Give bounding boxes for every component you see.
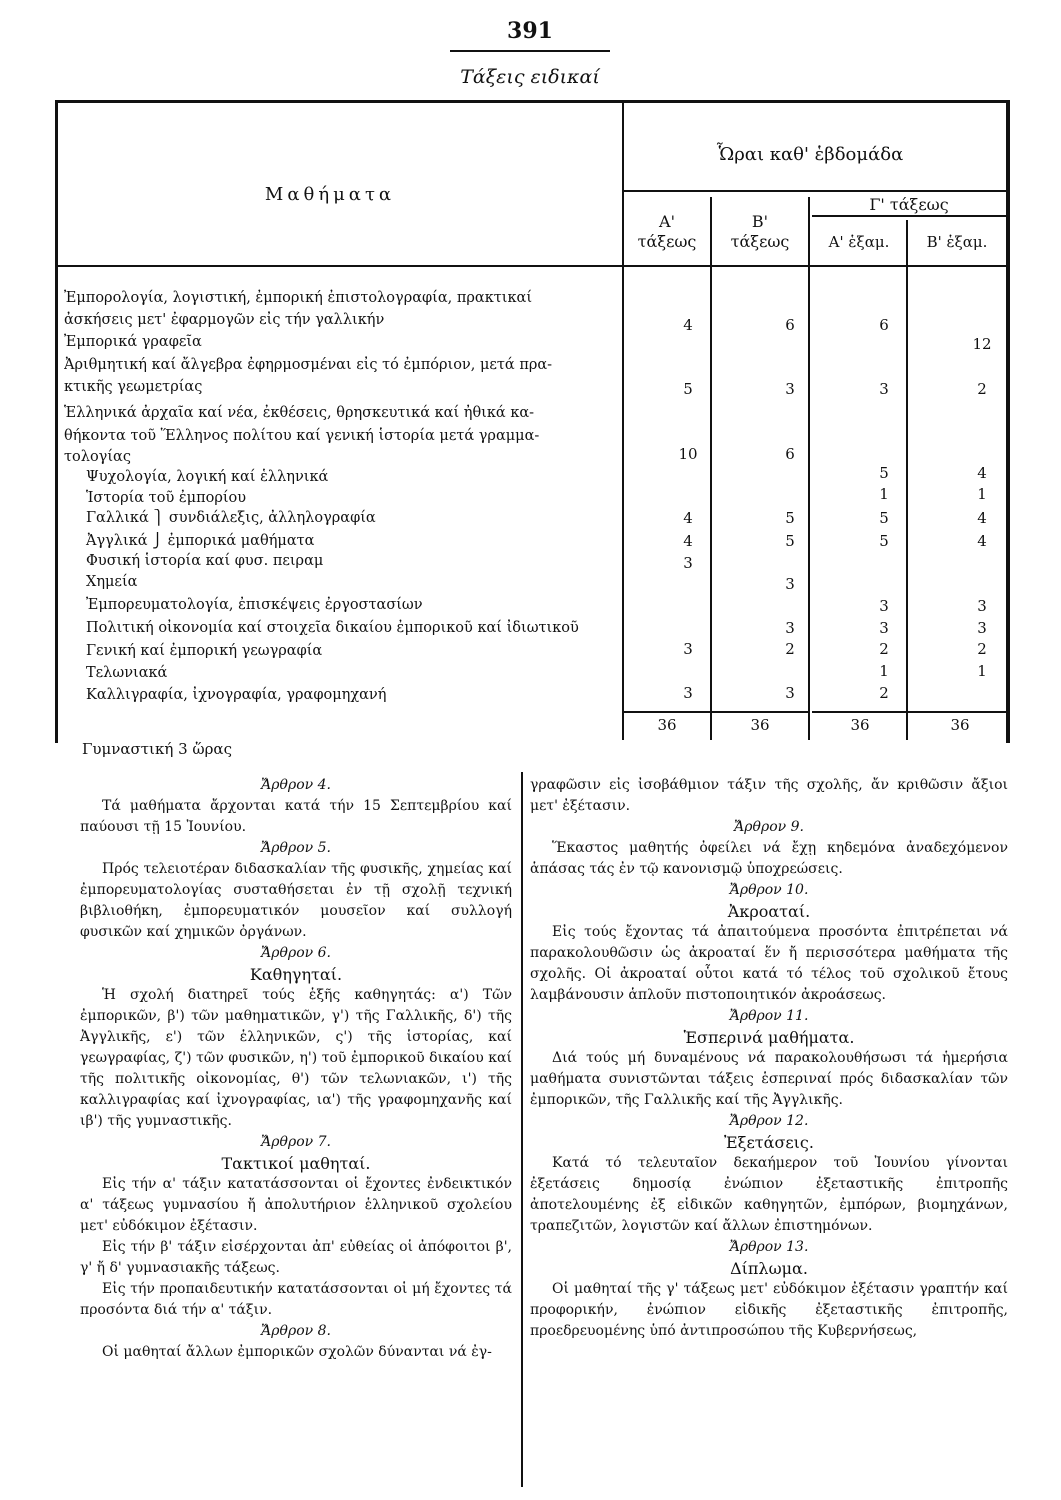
hours-cell: 6 [785,445,795,463]
paragraph: Κατά τό τελευταῖον δεκαήμερον τοῦ Ἰουνίου γίνονται ἐξετάσεις δημοσίᾳ ἐνώπιον ἐξεταστικῆς ἐπιτροπῆς ἀποτελουμένης ἐξ εἰδικῶν καθηγητῶν, ἐμπόρων, βιομηχάνων, τραπεζιτῶν, λογιστῶν καί ἄλλων ἐπιστημόνων. [530,1155,1008,1234]
article-heading: Καθηγηταί. [249,965,343,984]
col-c1-header: Α' ἑξαμ. [828,233,890,251]
article-heading: Ἑσπερινά μαθήματα. [683,1028,855,1047]
subject-line: Φυσική ἱστορία καί φυσ. πειραμ [86,553,324,569]
hours-cell: 3 [683,554,693,572]
hours-cell: 2 [879,684,889,702]
total-rule [712,711,808,713]
col-c-header: Γ' τάξεως [869,195,949,214]
article-number: Ἄρθρον 10. [729,882,809,898]
hours-cell: 1 [879,485,889,503]
total-c1: 36 [850,716,870,734]
col-a-header: Α' τάξεως [637,212,697,251]
col-c2-header: Β' ἑξαμ. [926,233,988,251]
table-column-divider [906,220,908,740]
paragraph: Τά μαθήματα ἄρχονται κατά τήν 15 Σεπτεμβρίου καί παύουσι τῇ 15 Ἰουνίου. [80,798,512,835]
paragraph: Εἰς τήν α' τάξιν κατατάσσονται οἱ ἔχοντες ἐνδεικτικόν α' τάξεως γυμνασίου ἤ ἀπολυτήριον ἑλληνικοῦ σχολείου μετ' εὐδόκιμον ἐξέτασιν. [80,1176,512,1234]
subject-line: Χημεία [86,574,138,590]
total-rule [908,711,1006,713]
table-class-c-rule [812,215,1007,217]
article-number: Ἄρθρον 7. [261,1134,331,1150]
hours-cell: 10 [678,445,698,463]
subject-line: Ἐμπορευματολογία, ἐπισκέψεις ἐργοστασίων [86,597,423,613]
subject-line: Ἱστορία τοῦ ἐμπορίου [86,490,247,506]
table-header-separator [55,265,1007,267]
hours-cell: 4 [683,316,693,334]
hours-cell: 3 [785,684,795,702]
article-heading: Ἐξετάσεις. [724,1133,814,1152]
paragraph: Οἱ μαθηταί ἄλλων ἐμπορικῶν σχολῶν δύνανται νά ἐγ- [102,1344,492,1360]
paragraph: Ἡ σχολή διατηρεῖ τούς ἑξῆς καθηγητάς: α') Τῶν ἐμπορικῶν, β') τῶν μαθηματικῶν, γ') τῆς Γαλλικῆς, δ') τῆς Ἀγγλικῆς, ε') τῶν ἑλληνικῶν, ς') τῆς ἱστορίας, καί γεωγραφίας, ζ') τῶν φυσικῶν, η') τοῦ ἐμπορικοῦ δικαίου καί τῆς πολιτικῆς οἰκονομίας, θ') τῶν τελωνιακῶν, ι') τῆς καλλιγραφίας καί ἰχνογραφίας, ια') τῆς γραφομηχανῆς καί ιβ') τῆς γυμναστικῆς. [80,987,512,1129]
hours-cell: 2 [879,640,889,658]
hours-cell: 1 [879,662,889,680]
article-number: Ἄρθρον 12. [729,1113,809,1129]
paragraph: Ἕκαστος μαθητής ὀφείλει νά ἔχῃ κηδεμόνα ἀναδεχόμενον ἁπάσας τάς ἐν τῷ κανονισμῷ ὑποχρεώσεις. [530,840,1008,877]
subject-line: Γαλλικά ⎫ συνδιάλεξις, ἀλληλογραφία [86,510,376,526]
hours-cell: 3 [977,597,987,615]
article-heading: Ἀκροαταί. [727,902,811,921]
paragraph: Εἰς τήν προπαιδευτικήν κατατάσσονται οἱ μή ἔχοντες τά προσόντα διά τήν α' τάξιν. [80,1281,512,1318]
hours-cell: 5 [879,532,889,550]
hours-cell: 12 [972,335,992,353]
hours-cell: 4 [683,509,693,527]
subject-line: Πολιτική οἰκονομία καί στοιχεῖα δικαίου ἐμπορικοῦ καί ἰδιωτικοῦ [86,620,579,636]
section-title: Τάξεις ειδικαί [460,66,600,88]
article-number: Ἄρθρον 13. [729,1239,809,1255]
paragraph: Πρός τελειοτέραν διδασκαλίαν τῆς φυσικῆς, χημείας καί ἐμπορευματολογίας συσταθήσεται ἐν τῇ σχολῇ τεχνική βιβλιοθήκη, ἐμπορευματικόν μουσεῖον καί συλλογή φυσικῶν καί χημικῶν ὀργάνων. [80,861,512,940]
header-rule [450,50,610,52]
page-number: 391 [507,18,553,44]
hours-header: Ὧραι καθ' ἑβδομάδα [716,144,904,165]
subject-line: Ἀριθμητική καί ἄλγεβρα ἐφηρμοσμέναι εἰς τό ἐμπόριον, μετά πρα- [64,357,553,373]
column-divider [521,772,523,1487]
article-number: Ἄρθρον 11. [729,1008,809,1024]
hours-cell: 3 [785,619,795,637]
paragraph: Οἱ μαθηταί τῆς γ' τάξεως μετ' εὐδόκιμον ἐξέτασιν γραπτήν καί προφορικήν, ἐνώπιον εἰδικῆς ἐξεταστικῆς ἐπιτροπῆς, προεδρευομένης ὑπό ἀντιπροσώπου τῆς Κυβερνήσεως, [530,1281,1008,1339]
total-rule [624,711,710,713]
hours-cell: 4 [977,532,987,550]
article-number: Ἄρθρον 4. [261,777,331,793]
paragraph: Εἰς τούς ἔχοντας τά ἀπαιτούμενα προσόντα ἐπιτρέπεται νά παρακολουθῶσιν ὡς ἀκροαταί ἕν ἤ περισσότερα μαθήματα τῆς σχολῆς. Οἱ ἀκροαταί οὗτοι κατά τό τέλος τοῦ σχολικοῦ ἔτους λαμβάνουσιν ἁπλοῦν πιστοποιητικόν ἀκροάσεως. [530,924,1008,1003]
hours-cell: 3 [879,597,889,615]
subject-line: τολογίας [64,449,131,465]
left-text-column [80,775,512,1363]
hours-cell: 3 [785,380,795,398]
subject-line: Τελωνιακά [86,665,168,681]
col-b-header: Β' τάξεως [730,212,790,251]
hours-cell: 5 [879,509,889,527]
right-text-column [530,775,1008,1342]
table-column-divider [808,197,810,740]
hours-cell: 2 [785,640,795,658]
gymnastics-note: Γυμναστική 3 ὥρας [82,740,232,758]
hours-cell: 1 [977,485,987,503]
paragraph: γραφῶσιν εἰς ἰσοβάθμιον τάξιν τῆς σχολῆς, ἄν κριθῶσιν ἄξιοι μετ' ἐξέτασιν. [530,777,1008,814]
hours-cell: 3 [683,640,693,658]
hours-cell: 6 [879,316,889,334]
subject-line: ἀσκήσεις μετ' ἐφαρμογῶν εἰς τήν γαλλικήν [64,312,385,328]
hours-cell: 2 [977,380,987,398]
table-column-divider [710,197,712,740]
hours-cell: 3 [977,619,987,637]
table-hours-rule [622,190,1007,192]
article-heading: Τακτικοί μαθηταί. [221,1154,371,1173]
subjects-header: Μαθήματα [264,184,396,205]
subject-line: Ἑλληνικά ἀρχαῖα καί νέα, ἐκθέσεις, θρησκευτικά καί ἠθικά κα- [64,405,535,421]
subject-line: Ἐμπορικά γραφεῖα [64,334,202,350]
article-number: Ἄρθρον 9. [734,819,804,835]
subject-line: θήκοντα τοῦ Ἕλληνος πολίτου καί γενική ἱστορία μετά γραμμα- [64,428,540,444]
subject-line: κτικῆς γεωμετρίας [64,379,203,395]
hours-cell: 5 [785,509,795,527]
hours-cell: 5 [879,464,889,482]
total-c2: 36 [950,716,970,734]
hours-cell: 2 [977,640,987,658]
hours-cell: 4 [977,509,987,527]
paragraph: Διά τούς μή δυναμένους νά παρακολουθήσωσι τά ἡμερήσια μαθήματα συνιστῶνται τάξεις ἑσπεριναί πρός διδασκαλίαν τῶν ἐμπορικῶν, τῆς Γαλλικῆς καί τῆς Ἀγγλικῆς. [530,1050,1008,1108]
subject-line: Καλλιγραφία, ἰχνογραφία, γραφομηχανή [86,687,387,703]
hours-cell: 3 [879,380,889,398]
hours-cell: 3 [785,575,795,593]
hours-cell: 5 [785,532,795,550]
paragraph: Εἰς τήν β' τάξιν εἰσέρχονται ἀπ' εὐθείας οἱ ἀπόφοιτοι β', γ' ἤ δ' γυμνασιακῆς τάξεως. [80,1239,512,1276]
hours-cell: 1 [977,662,987,680]
article-number: Ἄρθρον 8. [261,1323,331,1339]
subject-line: Ἀγγλικά ⎭ ἐμπορικά μαθήματα [86,533,315,549]
total-rule [812,711,906,713]
hours-cell: 3 [683,684,693,702]
hours-cell: 3 [879,619,889,637]
total-a: 36 [657,716,677,734]
article-number: Ἄρθρον 5. [261,840,331,856]
article-heading: Δίπλωμα. [730,1259,808,1278]
article-number: Ἄρθρον 6. [261,945,331,961]
hours-cell: 6 [785,316,795,334]
hours-cell: 4 [683,532,693,550]
subject-line: Ψυχολογία, λογική καί ἑλληνικά [86,469,329,485]
hours-cell: 4 [977,464,987,482]
hours-cell: 5 [683,380,693,398]
total-b: 36 [750,716,770,734]
subject-line: Γενική καί ἐμπορική γεωγραφία [86,643,323,659]
subject-line: Ἐμπορολογία, λογιστική, ἐμπορική ἐπιστολογραφία, πρακτικαί [64,290,533,306]
